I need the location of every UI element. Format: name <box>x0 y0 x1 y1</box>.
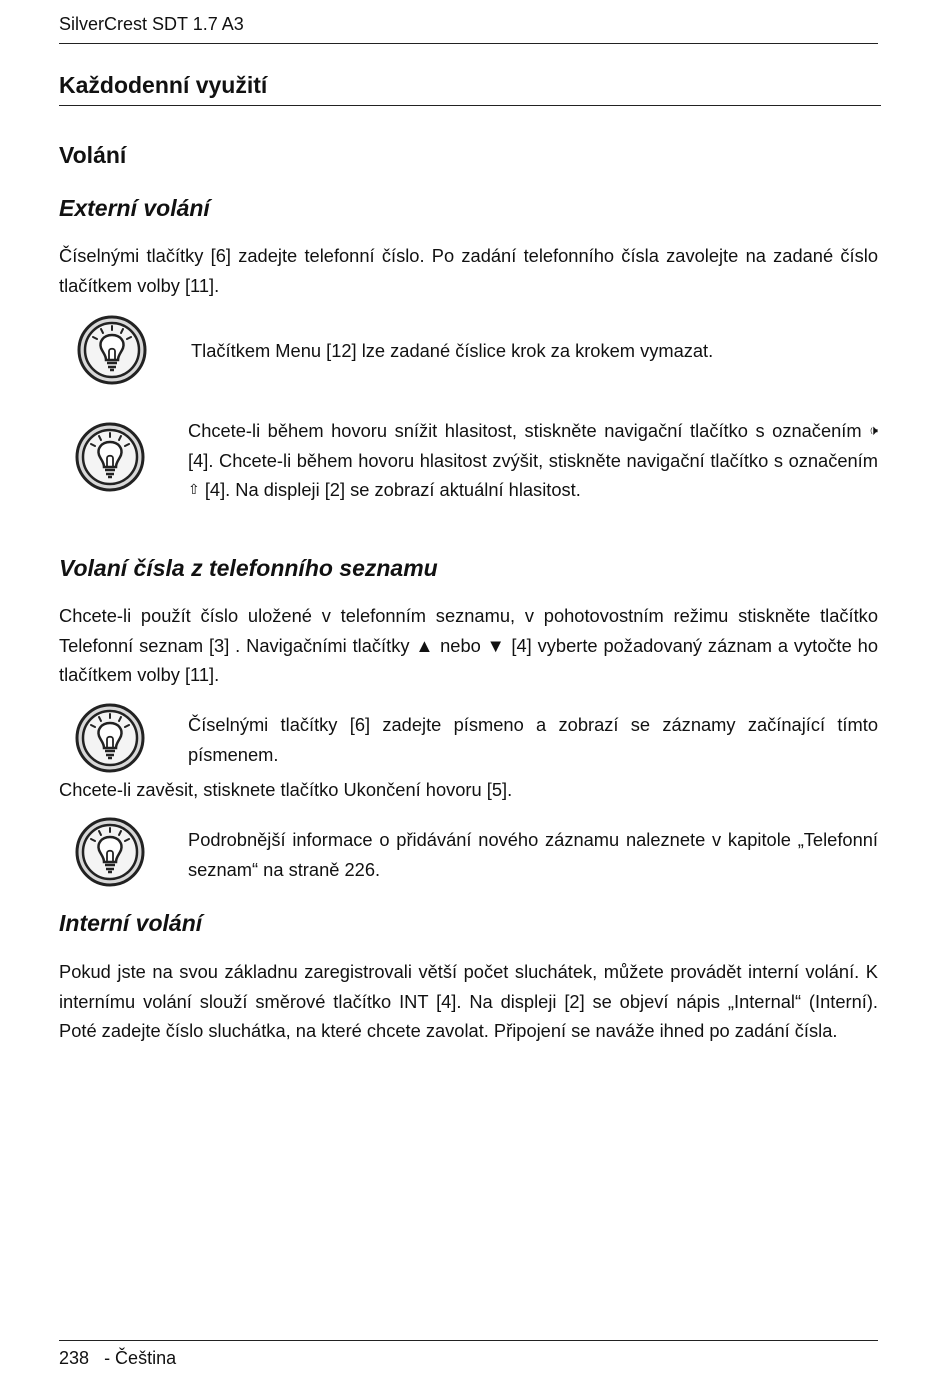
paragraph-externi-volani: Číselnými tlačítky [6] zadejte telefonní číslo. Po zadání telefonního čísla zavolejte na zadané číslo tlačítkem volby [11]. <box>59 245 878 296</box>
lightbulb-icon <box>75 422 145 492</box>
section-title: Každodenní využití <box>59 70 881 106</box>
tip-volume-part1: Chcete-li během hovoru snížit hlasitost, stiskněte navigační tlačítko s označením <box>188 420 862 441</box>
lightbulb-icon <box>75 817 145 887</box>
heading-volani-ze-seznamu: Volaní čísla z telefonního seznamu <box>59 555 438 581</box>
page-footer <box>59 1340 878 1370</box>
paragraph-interni-volani: Pokud jste na svou základnu zaregistrovali větší počet sluchátek, můžete provádět interní volání. K internímu volání slouží směrové tlačítko INT [4]. Na displeji [2] se objeví nápis „Internal“ (Interní). Poté zadejte číslo sluchátka, na které chcete zavolat. Připojení se naváže ihned po zadání čísla. <box>59 961 878 1041</box>
tip-volume-part2: [4]. Chcete-li během hovoru hlasitost zvýšit, stiskněte navigační tlačítko s označením <box>188 449 878 471</box>
paragraph-hangup: Chcete-li zavěsit, stisknete tlačítko Ukončení hovoru [5]. <box>59 779 513 800</box>
page-header-title: SilverCrest SDT 1.7 A3 <box>59 14 244 34</box>
heading-externi-volani: Externí volání <box>59 195 210 221</box>
heading-volani: Volání <box>59 142 127 168</box>
page-header <box>59 12 878 44</box>
paragraph-volani-ze-seznamu: Chcete-li použít číslo uložené v telefonním seznamu, v pohotovostním režimu stiskněte tlačítko Telefonní seznam [3] . Navigačními tlačítky ▲ nebo ▼ [4] vyberte požadovaný záznam a vytočte ho tlačítkem volby [11]. <box>59 605 878 685</box>
tip-delete-digits: Tlačítkem Menu [12] lze zadané číslice krok za krokem vymazat. <box>191 340 714 361</box>
volume-up-symbol: ⇧ <box>188 481 200 497</box>
tip-volume-part3: [4]. Na displeji [2] se zobrazí aktuální hlasitost. <box>204 479 581 500</box>
tip-search-letter: Číselnými tlačítky [6] zadejte písmeno a zobrazí se záznamy začínající tímto písmenem. <box>188 714 878 765</box>
heading-interni-volani: Interní volání <box>59 910 203 936</box>
volume-down-symbol: 🕩 <box>869 422 878 438</box>
lightbulb-icon <box>75 703 145 773</box>
tip-more-info: Podrobnější informace o přidávání nového záznamu naleznete v kapitole „Telefonní seznam“ na straně 226. <box>188 829 878 880</box>
lightbulb-icon <box>77 315 147 385</box>
tip-volume <box>188 416 878 505</box>
page-number: 238 <box>59 1348 90 1368</box>
footer-language: - Čeština <box>104 1348 177 1368</box>
